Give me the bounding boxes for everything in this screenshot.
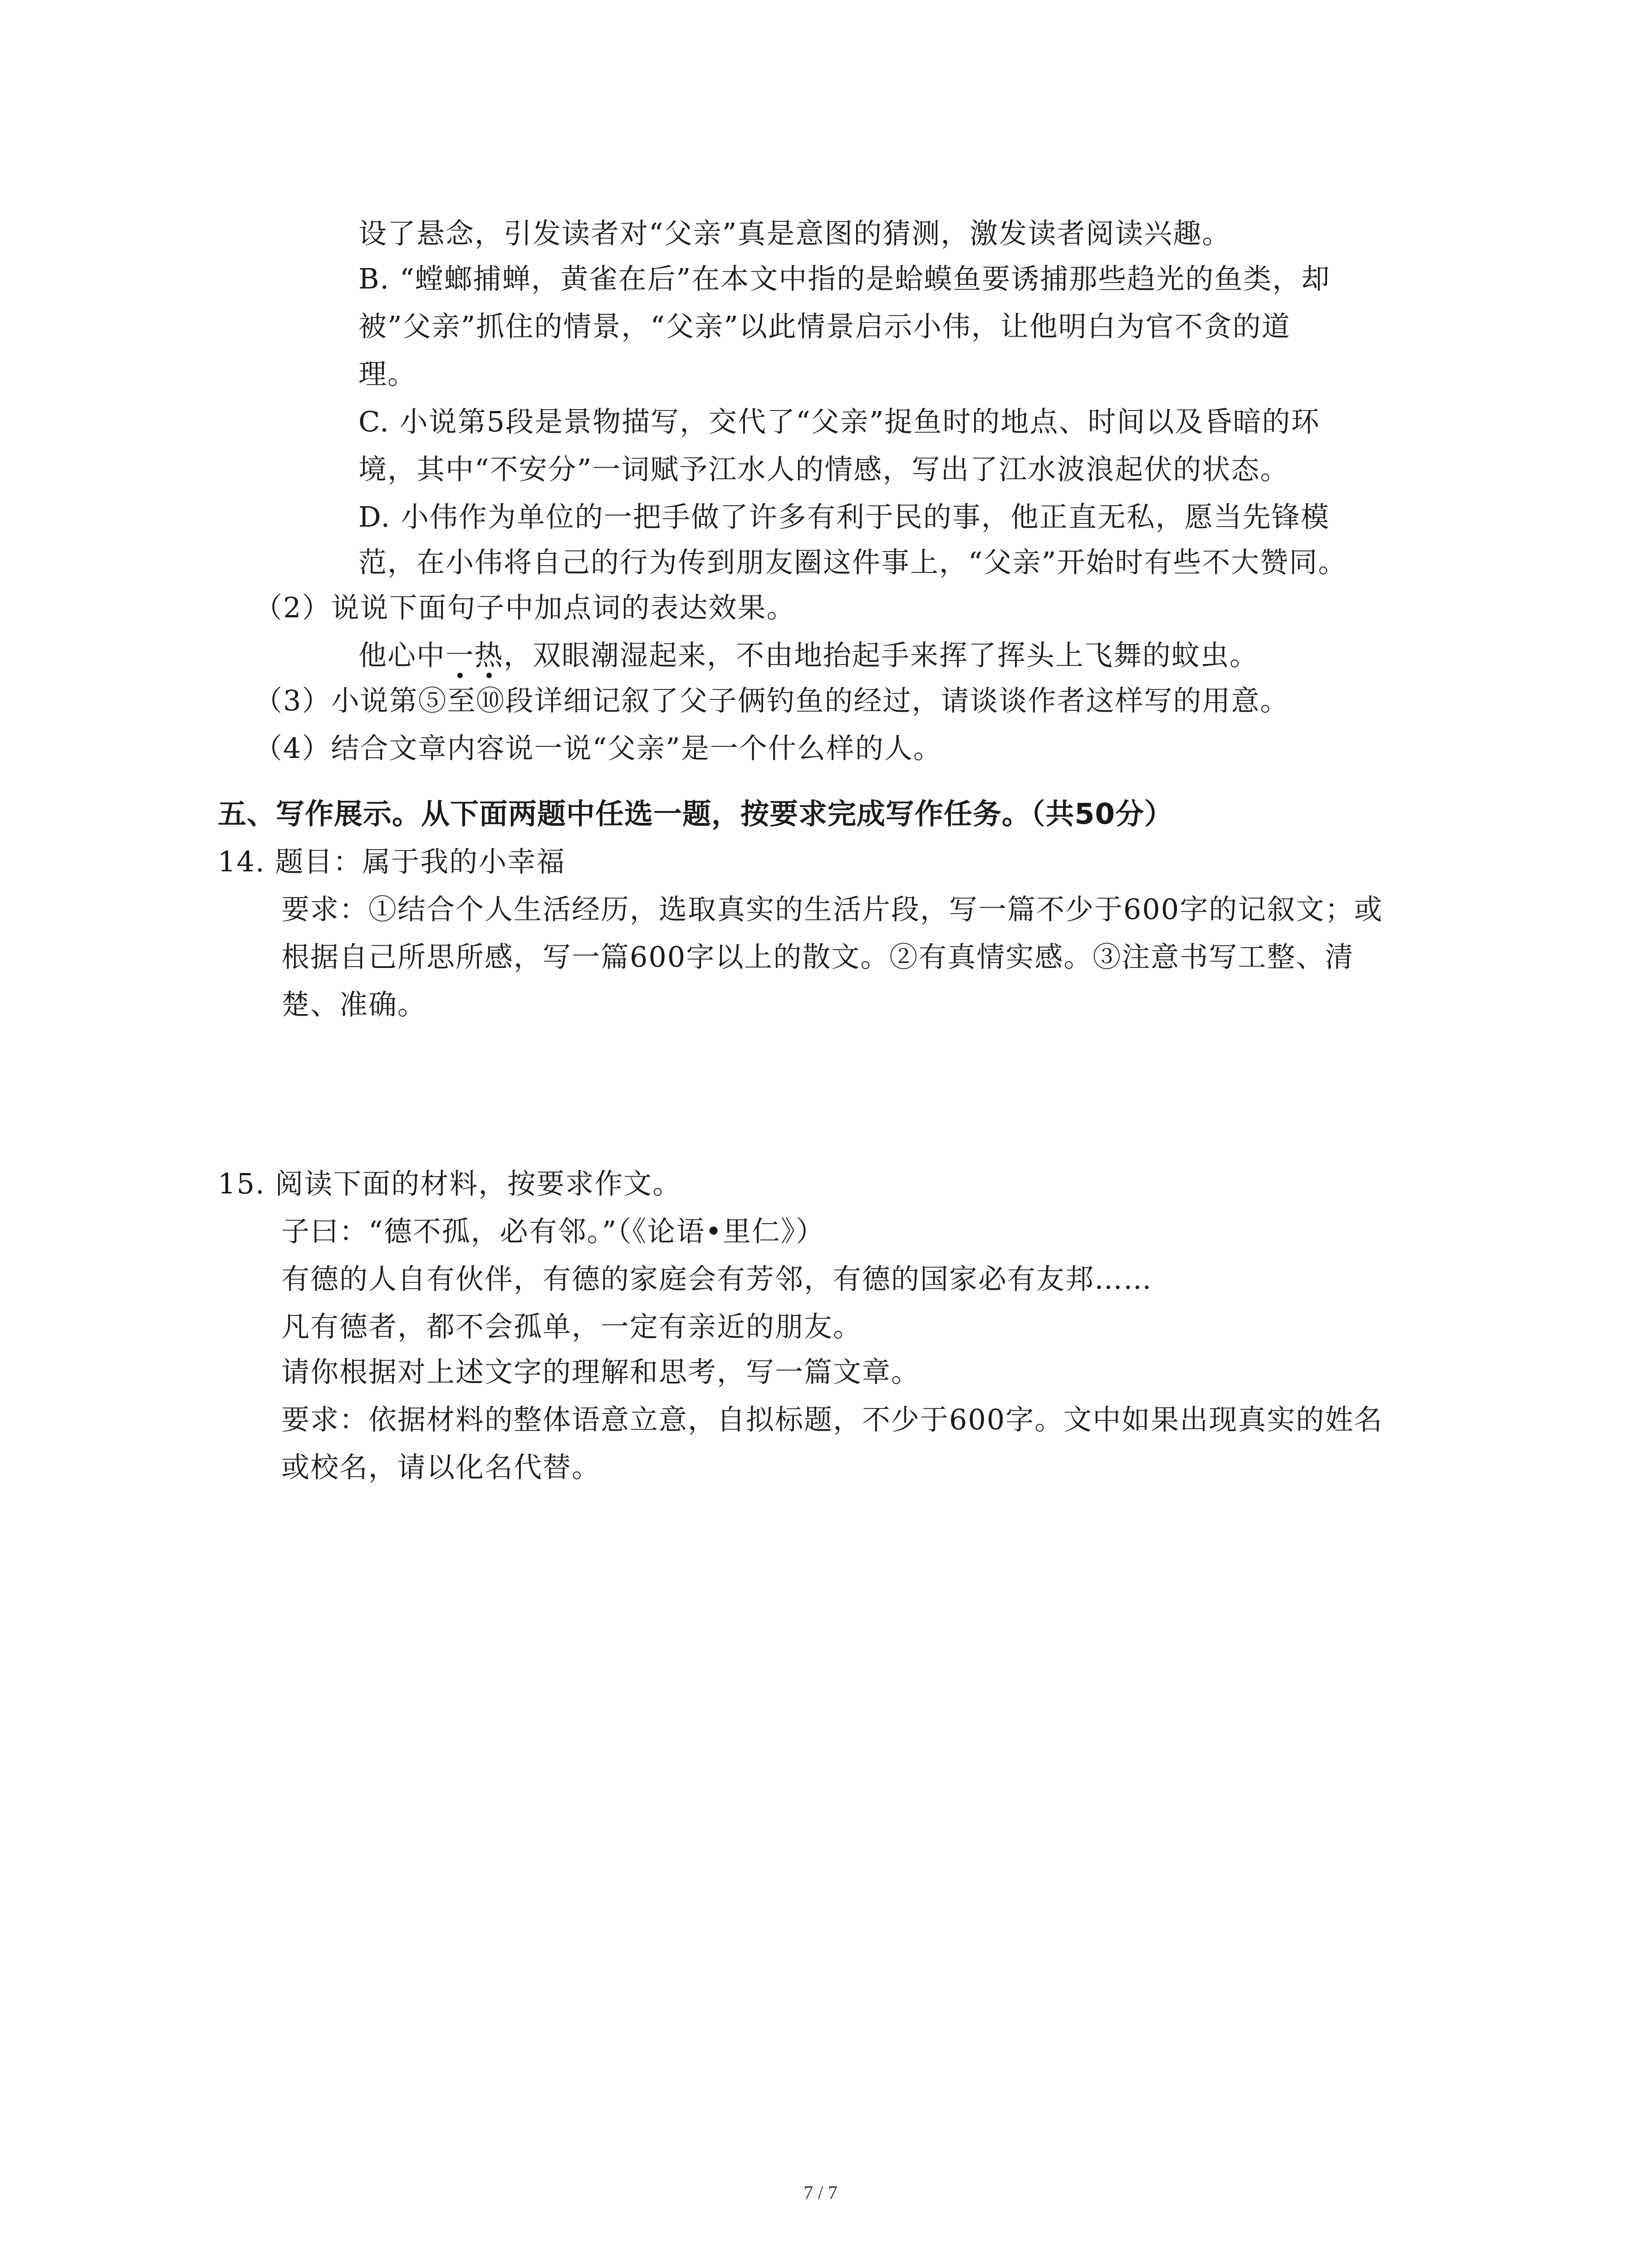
sentence-before: 他心中 xyxy=(358,639,446,672)
dotted-word-1: 一 xyxy=(446,637,475,674)
section-heading: 五、写作展示。从下面两题中任选一题，按要求完成写作任务。（共50分） xyxy=(218,797,1174,831)
option-b-line1: B. “螳螂捕蝉，黄雀在后”在本文中指的是蛤蟆鱼要诱捕那些趋光的鱼类，却 xyxy=(358,262,1331,295)
subquestion-2-sentence xyxy=(358,637,1259,674)
option-d-line1: D. 小伟作为单位的一把手做了许多有利于民的事，他正直无私，愿当先锋模 xyxy=(358,500,1330,533)
question-14-requirement-line2: 根据自己所思所感，写一篇600字以上的散文。②有真情实感。③注意书写工整、清 xyxy=(281,940,1354,973)
subquestion-3: （3）小说第⑤至⑩段详细记叙了父子俩钓鱼的经过，请谈谈作者这样写的用意。 xyxy=(254,684,1289,717)
dotted-word-2: 热 xyxy=(475,637,504,674)
question-14-requirement-line1: 要求：①结合个人生活经历，选取真实的生活片段，写一篇不少于600字的记叙文；或 xyxy=(281,893,1383,926)
question-15-line4: 请你根据对上述文字的理解和思考，写一篇文章。 xyxy=(281,1355,921,1388)
question-15-line2: 有德的人自有伙伴，有德的家庭会有芳邻，有德的国家必有友邦…… xyxy=(281,1262,1153,1295)
question-15-requirement-line2: 或校名，请以化名代替。 xyxy=(281,1451,601,1484)
option-c-line1: C. 小说第5段是景物描写，交代了“父亲”捉鱼时的地点、时间以及昏暗的环 xyxy=(358,405,1320,438)
option-b-line2: 被”父亲”抓住的情景，“父亲”以此情景启示小伟，让他明白为官不贪的道 xyxy=(358,310,1291,343)
question-15-requirement-line1: 要求：依据材料的整体语意立意，自拟标题，不少于600字。文中如果出现真实的姓名 xyxy=(281,1403,1383,1436)
question-15-title: 15. 阅读下面的材料，按要求作文。 xyxy=(218,1167,682,1200)
question-15-quote: 子曰：“德不孤，必有邻。”（《论语•里仁》） xyxy=(281,1215,825,1248)
page-number: 7 / 7 xyxy=(803,2183,838,2204)
option-a-continuation: 设了悬念，引发读者对“父亲”真是意图的猜测，激发读者阅读兴趣。 xyxy=(358,217,1231,250)
sentence-after: ，双眼潮湿起来，不由地抬起手来挥了挥头上飞舞的蚊虫。 xyxy=(504,639,1259,672)
question-15-line3: 凡有德者，都不会孤单，一定有亲近的朋友。 xyxy=(281,1310,862,1343)
option-b-line3: 理。 xyxy=(358,357,417,391)
question-14-requirement-line3: 楚、准确。 xyxy=(281,988,427,1021)
subquestion-2: （2）说说下面句子中加点词的表达效果。 xyxy=(254,591,796,624)
question-14-title: 14. 题目：属于我的小幸福 xyxy=(218,845,566,878)
option-c-line2: 境，其中“不安分”一词赋予江水人的情感，写出了江水波浪起伏的状态。 xyxy=(358,453,1289,486)
subquestion-4: （4）结合文章内容说一说“父亲”是一个什么样的人。 xyxy=(254,732,942,765)
option-d-line2: 范，在小伟将自己的行为传到朋友圈这件事上，“父亲”开始时有些不大赞同。 xyxy=(358,546,1347,579)
